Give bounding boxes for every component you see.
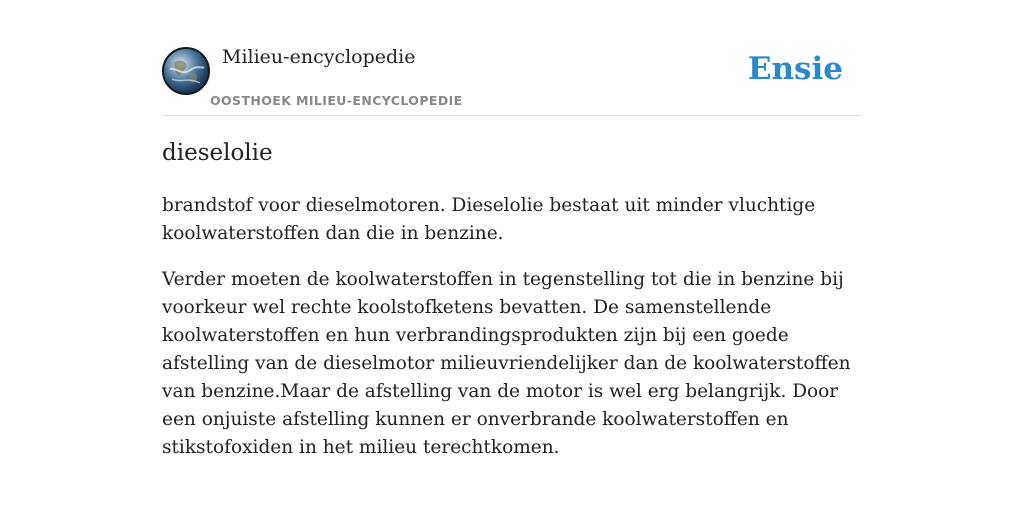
entry-body [162,192,862,480]
brand-logo[interactable]: Ensie [747,51,843,87]
entry-paragraph: brandstof voor dieselmotoren. Dieselolie bestaat uit minder vluchtige koolwaterstoffen dan die in benzine. [162,195,816,244]
site-subtitle: OOSTHOEK MILIEU-ENCYCLOPEDIE [210,93,463,108]
entry-title: dieselolie [162,140,273,166]
entry-paragraph: Verder moeten de koolwaterstoffen in tegenstelling tot die in benzine bij voorkeur wel rechte koolstofketens bevatten. De samenstellende koolwaterstoffen en hun verbrandingsprodukten zijn bij een goede afstelling van de dieselmotor milieuvriendelijker dan de koolwaterstoffen van benzine.Maar de afstelling van de motor is wel erg belangrijk. Door een onjuiste afstelling kunnen er onverbrande koolwaterstoffen en stikstofoxiden in het milieu terechtkomen. [162,269,851,458]
site-header [162,40,862,116]
globe-earth-icon[interactable] [162,47,210,95]
site-title[interactable]: Milieu-encyclopedie [222,46,416,68]
